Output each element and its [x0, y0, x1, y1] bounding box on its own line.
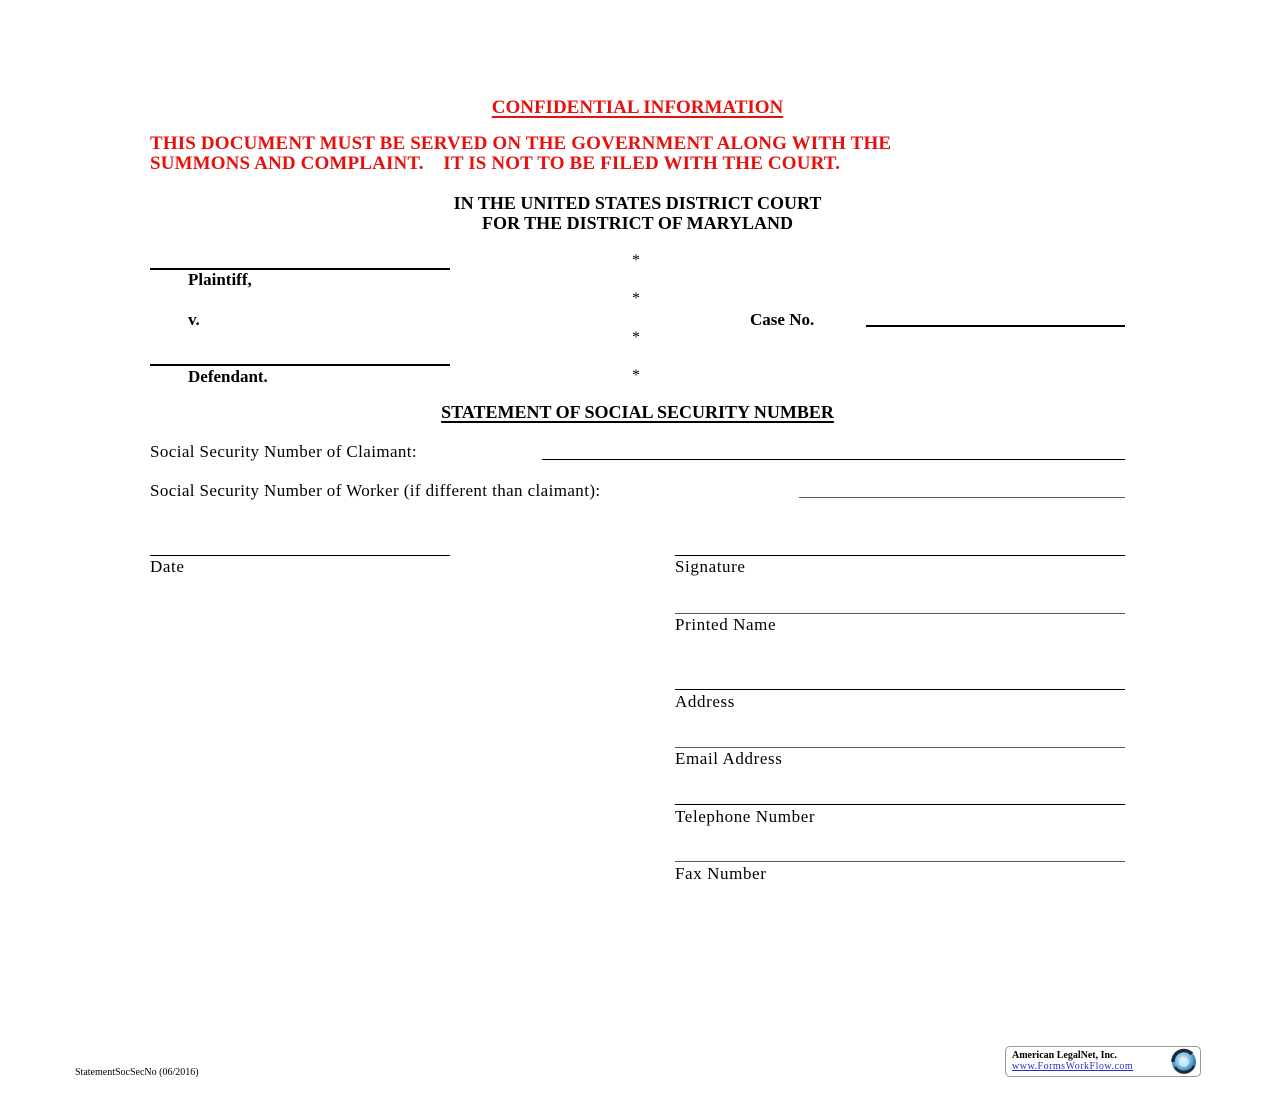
statement-title-text: STATEMENT OF SOCIAL SECURITY NUMBER: [441, 402, 834, 422]
signature-field[interactable]: [675, 555, 1125, 556]
worker-ssn-field[interactable]: [799, 497, 1125, 498]
telephone-label: Telephone Number: [675, 807, 816, 826]
confidential-title: [0, 97, 1275, 119]
warning-line-1: THIS DOCUMENT MUST BE SERVED ON THE GOVERNMENT ALONG WITH THE: [150, 133, 892, 154]
plaintiff-label: Plaintiff,: [188, 270, 252, 289]
case-number-label: Case No.: [750, 310, 815, 329]
versus-label: v.: [188, 310, 200, 329]
caption-separator-star: *: [632, 252, 640, 269]
claimant-ssn-field[interactable]: [542, 459, 1125, 460]
email-label: Email Address: [675, 749, 783, 768]
printed-name-field[interactable]: [675, 613, 1125, 614]
globe-logo-icon: [1170, 1048, 1197, 1075]
court-line-1: IN THE UNITED STATES DISTRICT COURT: [453, 193, 822, 213]
brand-url-link[interactable]: www.FormsWorkFlow.com: [1012, 1061, 1134, 1072]
case-number-field[interactable]: [866, 325, 1125, 327]
brand-badge: [1005, 1046, 1201, 1077]
caption-separator-star: *: [632, 329, 640, 346]
email-field[interactable]: [675, 747, 1125, 748]
fax-field[interactable]: [675, 861, 1125, 862]
caption-separator-star: *: [632, 290, 640, 307]
claimant-ssn-label: Social Security Number of Claimant:: [150, 442, 418, 461]
court-line-2: FOR THE DISTRICT OF MARYLAND: [481, 213, 794, 233]
defendant-name-field[interactable]: [150, 364, 450, 366]
warning-line-2: SUMMONS AND COMPLAINT. IT IS NOT TO BE FILED WITH THE COURT.: [150, 153, 841, 174]
worker-ssn-label: Social Security Number of Worker (if different than claimant):: [150, 481, 601, 500]
court-heading: [0, 193, 1275, 233]
address-field[interactable]: [675, 689, 1125, 690]
caption-separator-star: *: [632, 367, 640, 384]
telephone-field[interactable]: [675, 804, 1125, 805]
address-label: Address: [675, 692, 735, 711]
form-code: StatementSocSecNo (06/2016): [75, 1067, 199, 1078]
fax-label: Fax Number: [675, 864, 767, 883]
brand-name: American LegalNet, Inc.: [1012, 1050, 1117, 1061]
service-warning: [150, 134, 1140, 174]
signature-label: Signature: [675, 557, 746, 576]
defendant-label: Defendant.: [188, 367, 268, 386]
statement-title: [0, 402, 1275, 423]
confidential-title-text: CONFIDENTIAL INFORMATION: [491, 97, 784, 118]
printed-name-label: Printed Name: [675, 615, 777, 634]
date-field[interactable]: [150, 555, 450, 556]
date-label: Date: [150, 557, 185, 576]
